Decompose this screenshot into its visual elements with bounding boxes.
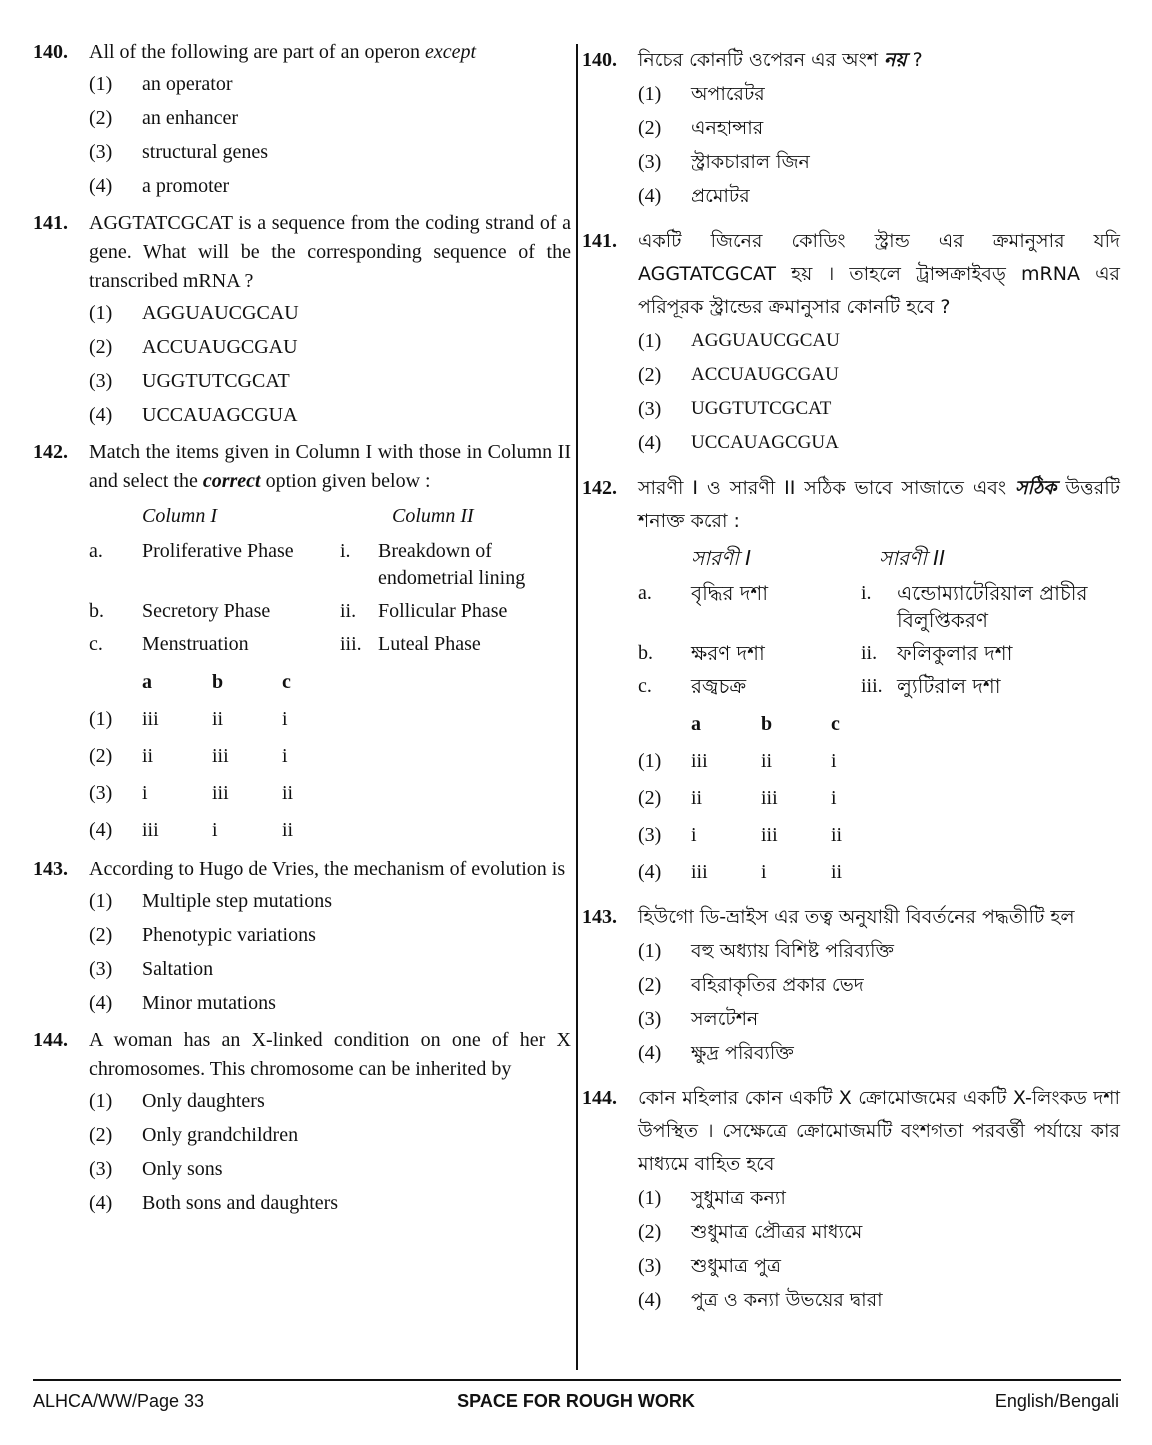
- question-141: [33, 209, 571, 432]
- option: (1) an operator: [89, 73, 233, 95]
- options-list: [638, 934, 1120, 1070]
- question-143-bengali: [582, 901, 1120, 1070]
- option: (3) UGGTUTCGCAT: [638, 398, 832, 420]
- option: (3) UGGTUTCGCAT: [89, 370, 290, 392]
- column-divider: [576, 44, 578, 1370]
- option: (3) স্ট্রাকচারাল জিন: [638, 151, 810, 173]
- options-list: [638, 324, 1120, 460]
- answer-header: a b c: [142, 671, 291, 693]
- question-text: হিউগো ডি-ভ্রাইস এর তত্ব অনুযায়ী বিবর্তনের পদ্ধতীটি হল: [638, 906, 1075, 928]
- question-143: [33, 855, 571, 1020]
- option: (4) প্রমোটর: [638, 185, 750, 207]
- question-text: AGGTATCGCAT is a sequence from the coding strand of a gene. What will be the corresponding sequence of the transcribed mRNA ?: [89, 212, 571, 292]
- option: (4) পুত্র ও কন্যা উভয়ের দ্বারা: [638, 1289, 883, 1311]
- match-table: [89, 500, 571, 849]
- question-number: 141.: [582, 230, 617, 252]
- question-text: একটি জিনের কোডিং স্ট্রান্ড এর ক্রমানুসার যদি AGGTATCGCAT হয় । তাহলে ট্রান্সক্রাইবড্ mRNA এর পরিপূরক স্ট্রান্ডের ক্রমানুসার কোনটি হবে ?: [638, 230, 1120, 318]
- column-header: Column I: [142, 505, 217, 527]
- match-row: b. Secretory Phase ii. Follicular Phase: [89, 600, 508, 622]
- question-number: 143.: [33, 858, 68, 880]
- options-list: [89, 296, 571, 432]
- question-number: 140.: [582, 49, 617, 71]
- question-text: সারণী I ও সারণী II সঠিক ভাবে সাজাতে এবং সঠিক উত্তরটি শনাক্ত করো :: [638, 477, 1120, 532]
- column-header: সারণী II: [879, 546, 945, 570]
- question-140: [33, 38, 571, 203]
- question-142-bengali: [582, 472, 1120, 891]
- option: (2) শুধুমাত্র প্রৌত্রর মাধ্যমে: [638, 1221, 863, 1243]
- question-144-bengali: [582, 1082, 1120, 1317]
- match-table: [638, 542, 1120, 891]
- option: (4) UCCAUAGCGUA: [89, 404, 298, 426]
- option: (1) AGGUAUCGCAU: [89, 302, 299, 324]
- options-list: [89, 1084, 571, 1220]
- option: (4) UCCAUAGCGUA: [638, 432, 839, 454]
- option: (3) Only sons: [89, 1158, 223, 1180]
- answer-option: (4) iii i ii: [89, 819, 294, 841]
- option: (2) এনহান্সার: [638, 117, 764, 139]
- page-code: ALHCA/WW/Page 33: [33, 1391, 205, 1411]
- question-141-bengali: [582, 225, 1120, 460]
- option: (4) Minor mutations: [89, 992, 276, 1014]
- option: (1) অপারেটর: [638, 83, 765, 105]
- rough-work-label: SPACE FOR ROUGH WORK: [457, 1391, 695, 1411]
- option: (3) Saltation: [89, 958, 214, 980]
- question-142: [33, 438, 571, 849]
- option: (4) a promoter: [89, 175, 230, 197]
- footer-rule: [33, 1379, 1121, 1381]
- options-list: [89, 67, 571, 203]
- answer-option: (1) iii ii i: [638, 750, 837, 772]
- options-list: [638, 77, 1120, 213]
- option: (2) বহিরাকৃতির প্রকার ভেদ: [638, 974, 864, 996]
- question-144: [33, 1026, 571, 1220]
- answer-option: (3) i iii ii: [638, 824, 843, 846]
- option: (1) বহু অধ্যায় বিশিষ্ট পরিব্যক্তি: [638, 940, 894, 962]
- language-label: English/Bengali: [994, 1391, 1119, 1411]
- option: (2) an enhancer: [89, 107, 239, 129]
- answer-option: (1) iii ii i: [89, 708, 288, 730]
- match-row: c. রজ্বচক্র iii. ল্যুটিরাল দশা: [638, 674, 1001, 698]
- question-number: 144.: [582, 1087, 617, 1109]
- option: (4) Both sons and daughters: [89, 1192, 339, 1214]
- answer-option: (2) ii iii i: [89, 745, 288, 767]
- match-row: c. Menstruation iii. Luteal Phase: [89, 633, 481, 655]
- question-text: নিচের কোনটি ওপেরন এর অংশ নয় ?: [638, 49, 923, 71]
- question-text: All of the following are part of an operon except: [89, 41, 477, 63]
- question-text: According to Hugo de Vries, the mechanism of evolution is: [89, 858, 566, 880]
- question-number: 142.: [582, 477, 617, 499]
- column-header: Column II: [392, 505, 474, 527]
- match-row: a. Proliferative Phase i. Breakdown of endometrial lining: [89, 540, 526, 589]
- option: (3) সলটেশন: [638, 1008, 759, 1030]
- option: (4) ক্ষুদ্র পরিব্যক্তি: [638, 1042, 794, 1064]
- option: (1) Multiple step mutations: [89, 890, 332, 912]
- question-number: 142.: [33, 441, 68, 463]
- option: (1) AGGUAUCGCAU: [638, 330, 840, 352]
- answer-option: (2) ii iii i: [638, 787, 837, 809]
- question-text: A woman has an X-linked condition on one of her X chromosomes. This chromosome can be inherited by: [89, 1029, 571, 1080]
- option: (1) সুধুমাত্র কন্যা: [638, 1187, 786, 1209]
- option: (2) Phenotypic variations: [89, 924, 316, 946]
- option: (3) structural genes: [89, 141, 269, 163]
- option: (1) Only daughters: [89, 1090, 265, 1112]
- bengali-column: [582, 44, 1120, 1317]
- match-row: a. বৃদ্ধির দশা i. এন্ডোম্যাটেরিয়াল প্রাচীর বিলুপ্তিকরণ: [638, 581, 1088, 632]
- options-list: [638, 1181, 1120, 1317]
- options-list: [89, 884, 571, 1020]
- question-text: কোন মহিলার কোন একটি X ক্রোমোজমের একটি X-লিংকড দশা উপস্থিত । সেক্ষেত্রে ক্রোমোজমটি বংশগতা পরবর্ত্তী পর্যায়ে কার মাধ্যমে বাহিত হবে: [638, 1087, 1120, 1175]
- option: (3) শুধুমাত্র পুত্র: [638, 1255, 781, 1277]
- option: (2) Only grandchildren: [89, 1124, 299, 1146]
- question-number: 141.: [33, 212, 68, 234]
- option: (2) ACCUAUGCGAU: [638, 364, 839, 386]
- question-number: 140.: [33, 41, 68, 63]
- question-text: Match the items given in Column I with those in Column II and select the correct option given below :: [89, 441, 571, 492]
- match-row: b. ক্ষরণ দশা ii. ফলিকুলার দশা: [638, 641, 1013, 665]
- question-140-bengali: [582, 44, 1120, 213]
- option: (2) ACCUAUGCGAU: [89, 336, 298, 358]
- answer-option: (4) iii i ii: [638, 861, 843, 883]
- answer-header: a b c: [691, 713, 840, 735]
- question-number: 143.: [582, 906, 617, 928]
- english-column: [33, 38, 571, 1220]
- column-header: সারণী I: [691, 546, 752, 570]
- answer-option: (3) i iii ii: [89, 782, 294, 804]
- question-number: 144.: [33, 1029, 68, 1051]
